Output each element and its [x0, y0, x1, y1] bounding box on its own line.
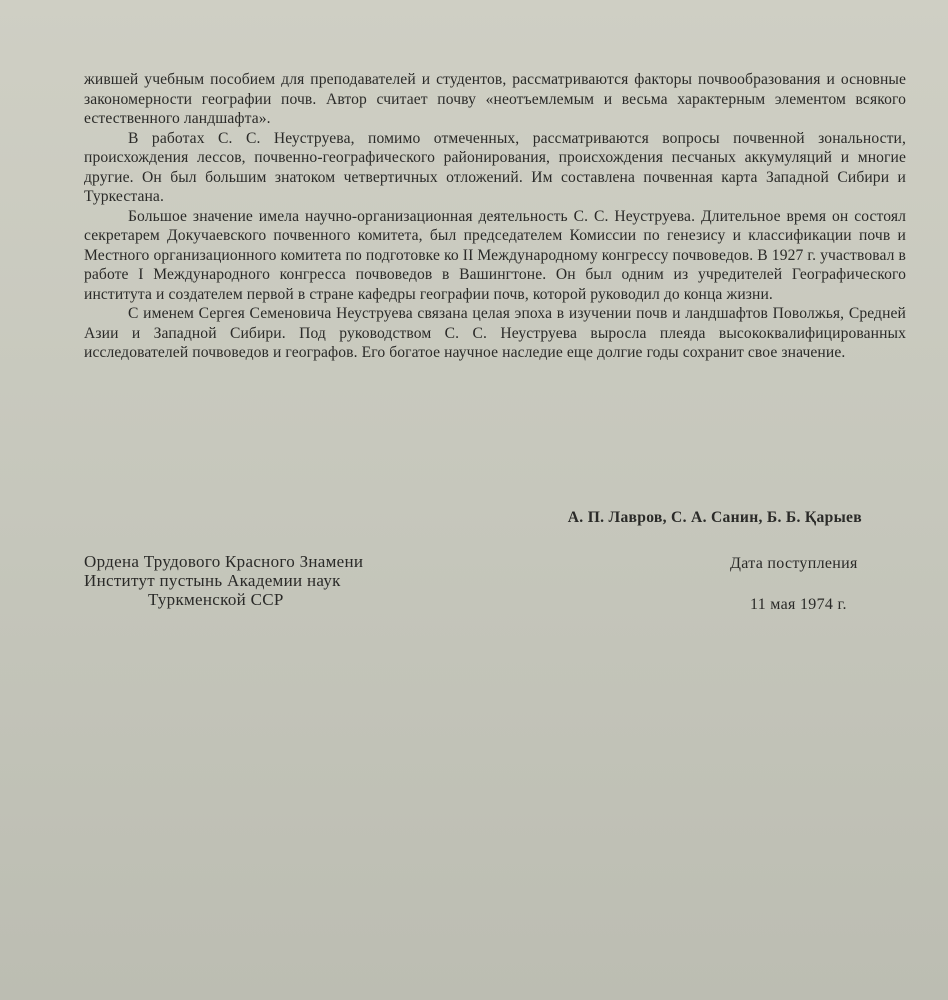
affiliation-line-2: Институт пустынь Академии наук: [84, 571, 341, 590]
author-signature: А. П. Лавров, С. А. Санин, Б. Б. Қарыев: [567, 509, 862, 526]
paragraph-1: жившей учебным пособием для преподавателей и студентов, рассматриваются факторы почвообразования и основные закономерности географии почв. Автор считает почву «неотъемлемым и весьма характерным элементом всякого естественного ландшафта».: [84, 71, 906, 127]
paragraph-4: С именем Сергея Семеновича Неуструева связана целая эпоха в изучении почв и ландшафтов Поволжья, Средней Азии и Западной Сибири. Под руководством С. С. Неуструева выросла плеяда высококвалифицированных исследователей почвоведов и географов. Его богатое научное наследие еще долгие годы сохранит свое значение.: [84, 305, 906, 361]
affiliation-line-1: Ордена Трудового Красного Знамени: [84, 552, 364, 571]
affiliation-line-3: Туркменской ССР: [148, 590, 284, 609]
article-body: [84, 70, 906, 363]
paragraph-3: Большое значение имела научно-организационная деятельность С. С. Неуструева. Длительное время он состоял секретарем Докучаевского почвенного комитета, был председателем Комиссии по генезису и классификации почв и Местного организационного комитета по подготовке ко II Международному конгрессу почвоведов. В 1927 г. участвовал в работе I Международного конгресса почвоведов в Вашингтоне. Он был одним из учредителей Географического института и создателем первой в стране кафедры географии почв, которой руководил до конца жизни.: [84, 207, 906, 303]
institution-affiliation: [84, 552, 363, 609]
received-date: 11 мая 1974 г.: [750, 596, 847, 613]
received-label: Дата поступления: [730, 555, 858, 572]
paragraph-2: В работах С. С. Неуструева, помимо отмеченных, рассматриваются вопросы почвенной зональности, происхождения лессов, почвенно-географического районирования, происхождения песчаных аккумуляций и многие другие. Он был большим знатоком четвертичных отложений. Им составлена почвенная карта Западной Сибири и Туркестана.: [84, 129, 906, 205]
